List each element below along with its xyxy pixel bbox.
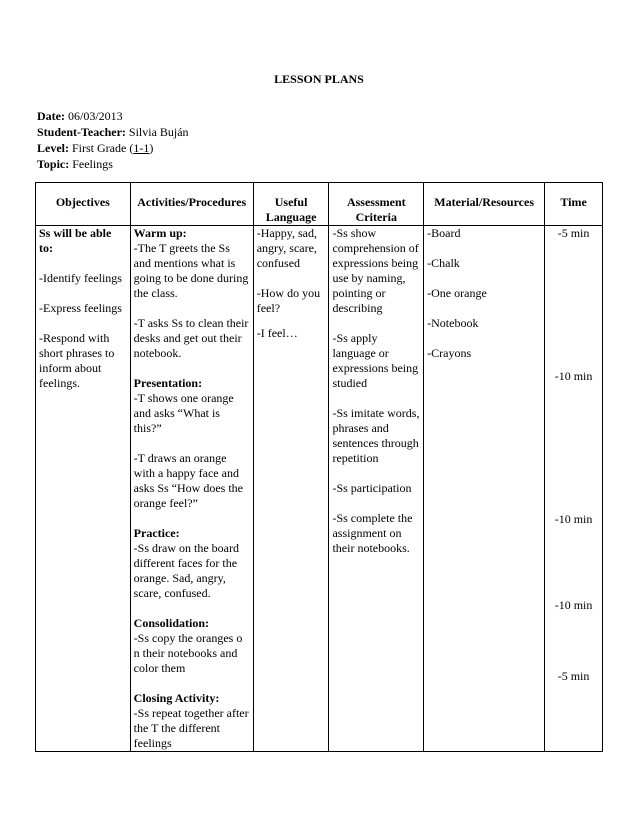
objectives-cell <box>36 226 131 752</box>
header-assessment: Assessment Criteria <box>329 183 424 226</box>
activity-line: -Ss draw on the board different faces for the orange. Sad, angry, scare, confused. <box>133 541 239 600</box>
activity-line: -The T greets the Ss and mentions what is going to be done during the class. <box>133 241 249 300</box>
activity-title: Consolidation: <box>133 616 210 630</box>
header-activities: Activities/Procedures <box>130 183 253 226</box>
assessment-cell <box>329 226 424 752</box>
activity-line: -Ss copy the oranges o n their notebooks and color them <box>133 631 243 675</box>
objective-item: -Express feelings <box>39 301 122 315</box>
activities-cell <box>130 226 253 752</box>
level-close: ) <box>149 141 154 155</box>
header-useful-language: Useful Language <box>253 183 329 226</box>
time-item: -5 min <box>557 669 590 683</box>
level-value: First Grade ( <box>72 141 134 155</box>
material-item: -Notebook <box>427 316 479 330</box>
material-item: -Crayons <box>427 346 472 360</box>
material-item: -Chalk <box>427 256 460 270</box>
activity-title: Practice: <box>133 526 180 540</box>
header-objectives: Objectives <box>36 183 131 226</box>
assessment-item: -Ss show comprehension of expressions being use by naming, pointing or describing <box>332 226 419 315</box>
level-code: 1-1 <box>133 141 150 155</box>
time-item: -10 min <box>554 369 593 383</box>
language-item: -Happy, sad, angry, scare, confused <box>256 226 317 270</box>
objective-item: -Identify feelings <box>39 271 122 285</box>
header-materials: Material/Resources <box>424 183 545 226</box>
activity-title: Presentation: <box>133 376 203 390</box>
topic-value: Feelings <box>72 157 113 171</box>
lesson-plan-table <box>35 182 603 752</box>
topic-label: Topic: <box>37 157 70 171</box>
time-item: -5 min <box>557 226 590 240</box>
assessment-item: -Ss participation <box>332 481 412 495</box>
language-item: -I feel… <box>256 326 298 340</box>
useful-language-cell <box>253 226 329 752</box>
time-cell <box>545 226 603 752</box>
date-line <box>37 108 189 124</box>
materials-cell <box>424 226 545 752</box>
objective-item: -Respond with short phrases to inform about feelings. <box>39 331 115 390</box>
lesson-meta <box>37 108 189 172</box>
assessment-item: -Ss complete the assignment on their notebooks. <box>332 511 413 555</box>
time-item: -10 min <box>554 598 593 612</box>
date-value: 06/03/2013 <box>67 109 123 123</box>
objectives-heading: Ss will be able to: <box>39 226 112 255</box>
activity-line: -T shows one orange and asks “What is this?” <box>133 391 234 435</box>
activity-line: -Ss repeat together after the T the different feelings <box>133 706 249 750</box>
assessment-item: -Ss apply language or expressions being studied <box>332 331 419 390</box>
teacher-line <box>37 124 189 140</box>
topic-line <box>37 156 189 172</box>
assessment-item: -Ss imitate words, phrases and sentences through repetition <box>332 406 420 465</box>
material-item: -One orange <box>427 286 487 300</box>
table-body-row <box>36 226 603 752</box>
date-label: Date: <box>37 109 65 123</box>
page-title: LESSON PLANS <box>274 72 364 86</box>
level-label: Level: <box>37 141 69 155</box>
language-item: -How do you feel? <box>256 286 321 315</box>
header-time: Time <box>545 183 603 226</box>
activity-line: -T draws an orange with a happy face and asks Ss “How does the orange feel?” <box>133 451 243 510</box>
activity-line: -T asks Ss to clean their desks and get out their notebook. <box>133 316 249 360</box>
level-line <box>37 140 189 156</box>
activity-title: Warm up: <box>133 226 187 240</box>
activity-title: Closing Activity: <box>133 691 220 705</box>
time-item: -10 min <box>554 512 593 526</box>
teacher-value: Silvia Buján <box>128 125 189 139</box>
material-item: -Board <box>427 226 461 240</box>
teacher-label: Student-Teacher: <box>37 125 126 139</box>
table-header-row <box>36 183 603 226</box>
